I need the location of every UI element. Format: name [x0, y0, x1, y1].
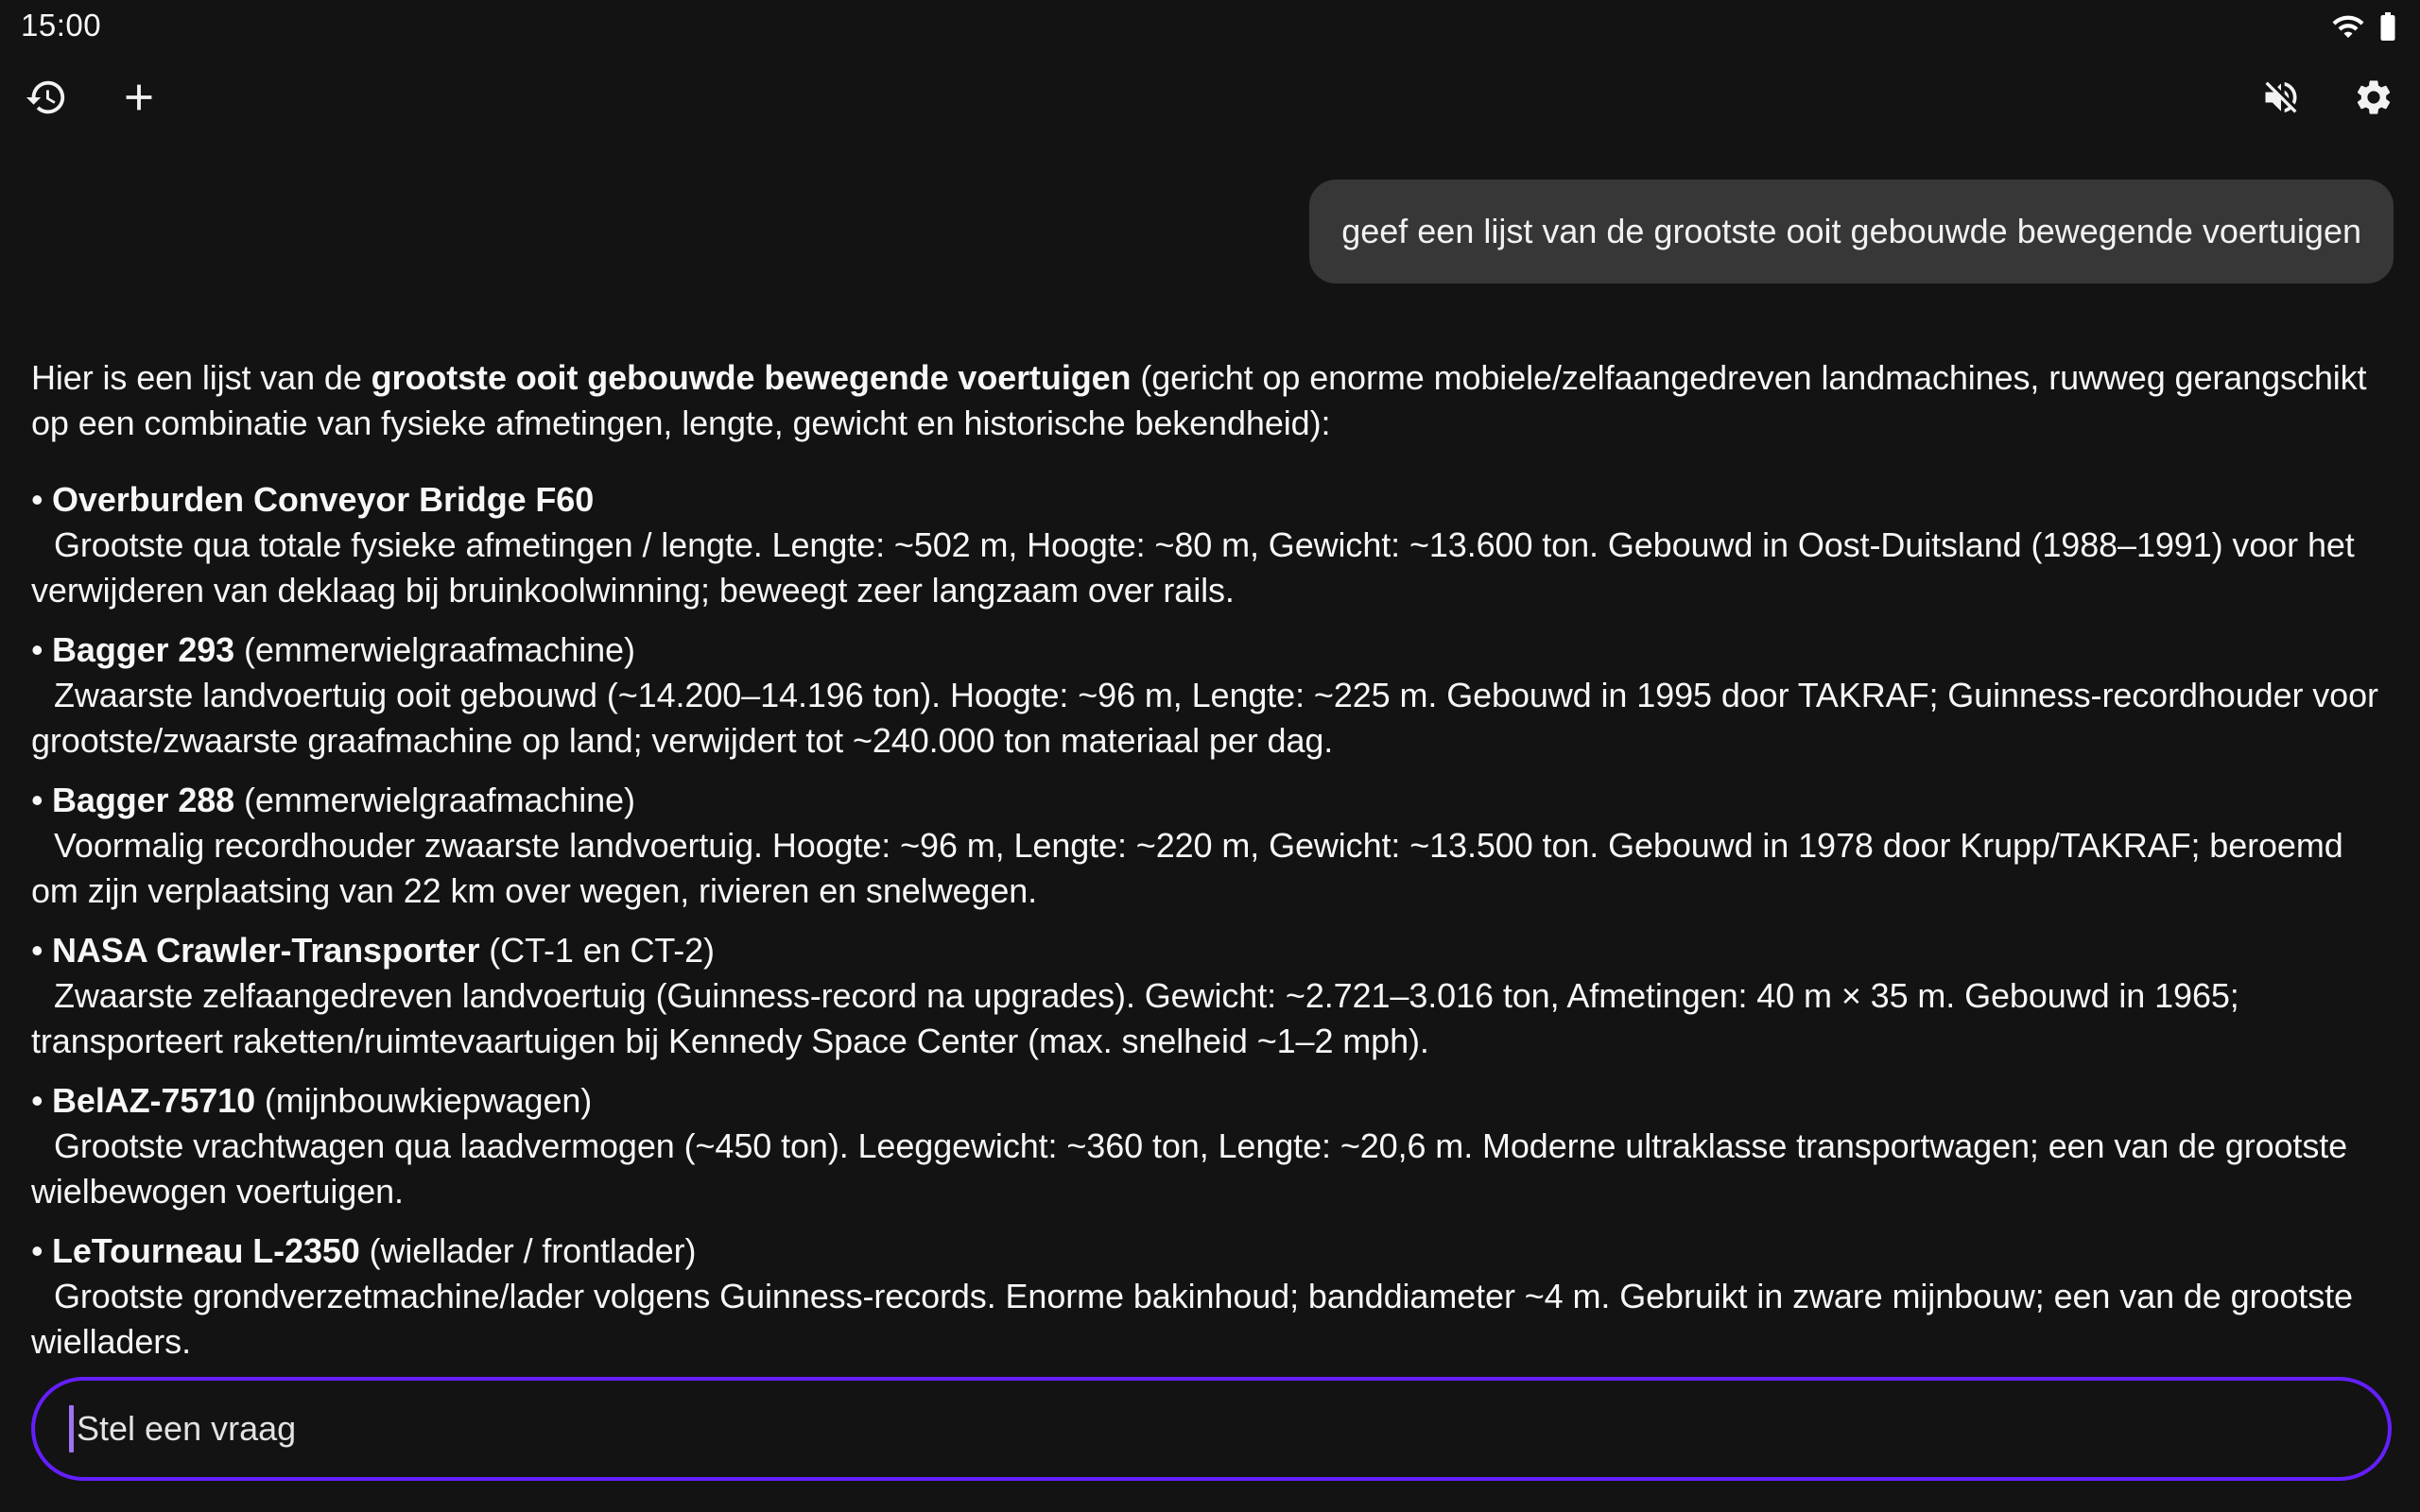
question-input[interactable] — [31, 1377, 2392, 1481]
bullet-marker: • — [31, 630, 43, 669]
new-chat-button[interactable] — [117, 76, 161, 119]
status-icons — [2331, 8, 2405, 43]
bullet-marker: • — [31, 781, 43, 819]
vehicle-description: Zwaarste zelfaangedreven landvoertuig (Guinness-record na upgrades). Gewicht: ~2.721–3.016 ton, Afmetingen: 40 m × 35 m. Gebouwd in 1965; transporteert raketten/ruimtevaartuigen bij Kennedy Space Center (max. snelheid ~1–2 mph). — [31, 976, 2239, 1060]
bullet-marker: • — [31, 480, 43, 519]
list-item — [31, 928, 2392, 1064]
input-placeholder: Stel een vraag — [77, 1409, 297, 1448]
vehicle-description: Grootste grondverzetmachine/lader volgens Guinness-records. Enorme bakinhoud; banddiameter ~4 m. Gebruikt in zware mijnbouw; een van de grootste wielladers. — [31, 1277, 2353, 1361]
vehicle-qualifier: (mijnbouwkiepwagen) — [255, 1081, 593, 1120]
history-button[interactable] — [25, 76, 68, 119]
status-bar — [0, 0, 2420, 49]
text-cursor — [69, 1405, 74, 1452]
list-item-title — [31, 477, 2392, 523]
list-item — [31, 1228, 2392, 1365]
list-item — [31, 627, 2392, 764]
gear-icon — [2353, 77, 2394, 118]
vehicle-qualifier: (CT-1 en CT-2) — [479, 931, 715, 970]
vehicle-name: Bagger 293 — [52, 630, 235, 669]
list-item — [31, 778, 2392, 914]
wifi-icon — [2331, 9, 2365, 43]
user-message-bubble: geef een lijst van de grootste ooit gebouwde bewegende voertuigen — [1309, 180, 2394, 284]
vehicle-description: Grootste vrachtwagen qua laadvermogen (~450 ton). Leeggewicht: ~360 ton, Lengte: ~20,6 m. Moderne ultraklasse transportwagen; een van de grootste wielbewogen voertuigen. — [31, 1126, 2348, 1211]
list-item-title — [31, 1078, 2392, 1124]
list-item-title — [31, 778, 2392, 823]
vehicle-name: NASA Crawler-Transporter — [52, 931, 480, 970]
list-item-title — [31, 1228, 2392, 1274]
list-item — [31, 1078, 2392, 1214]
settings-button[interactable] — [2352, 76, 2395, 119]
vehicle-description: Grootste qua totale fysieke afmetingen / lengte. Lengte: ~502 m, Hoogte: ~80 m, Gewicht: ~13.600 ton. Gebouwd in Oost-Duitsland (1988–1991) voor het verwijderen van deklaag bij bruinkoolwinning; beweegt zeer langzaam over rails. — [31, 525, 2355, 610]
battery-full-icon — [2371, 9, 2405, 43]
clock-time: 15:00 — [21, 8, 102, 43]
bullet-marker: • — [31, 931, 43, 970]
vehicle-qualifier: (emmerwielgraafmachine) — [234, 630, 635, 669]
bullet-marker: • — [31, 1081, 43, 1120]
bullet-marker: • — [31, 1231, 43, 1270]
vehicle-name: BelAZ-75710 — [52, 1081, 256, 1120]
vehicle-name: LeTourneau L-2350 — [52, 1231, 360, 1270]
list-item-title — [31, 627, 2392, 673]
vehicle-qualifier: (wiellader / frontlader) — [359, 1231, 697, 1270]
intro-prefix: Hier is een lijst van de — [31, 358, 372, 397]
response-intro — [31, 355, 2392, 446]
history-icon — [25, 76, 68, 119]
plus-icon — [117, 76, 161, 119]
user-message-row — [0, 180, 2394, 284]
list-item-title — [31, 928, 2392, 973]
app-toolbar — [0, 49, 2420, 121]
volume-off-icon — [2260, 77, 2302, 118]
vehicle-name: Bagger 288 — [52, 781, 235, 819]
mute-toggle-button[interactable] — [2259, 76, 2303, 119]
vehicle-name: Overburden Conveyor Bridge F60 — [52, 480, 595, 519]
vehicle-description: Voormalig recordhouder zwaarste landvoertuig. Hoogte: ~96 m, Lengte: ~220 m, Gewicht: ~13.500 ton. Gebouwd in 1978 door Krupp/TAKRAF; beroemd om zijn verplaatsing van 22 km over wegen, rivieren en snelwegen. — [31, 826, 2343, 910]
list-item — [31, 477, 2392, 613]
vehicle-list — [31, 477, 2392, 1365]
vehicle-qualifier: (emmerwielgraafmachine) — [234, 781, 635, 819]
intro-suffix: (gericht op enorme mobiele/zelfaangedreven landmachines, ruwweg gerangschikt op een combinatie van fysieke afmetingen, lengte, gewicht en historische bekendheid): — [31, 358, 2367, 442]
assistant-response — [31, 355, 2392, 1365]
vehicle-description: Zwaarste landvoertuig ooit gebouwd (~14.200–14.196 ton). Hoogte: ~96 m, Lengte: ~225 m. Gebouwd in 1995 door TAKRAF; Guinness-recordhouder voor grootste/zwaarste graafmachine op land; verwijdert tot ~240.000 ton materiaal per dag. — [31, 676, 2378, 760]
intro-bold: grootste ooit gebouwde bewegende voertuigen — [371, 358, 1132, 397]
